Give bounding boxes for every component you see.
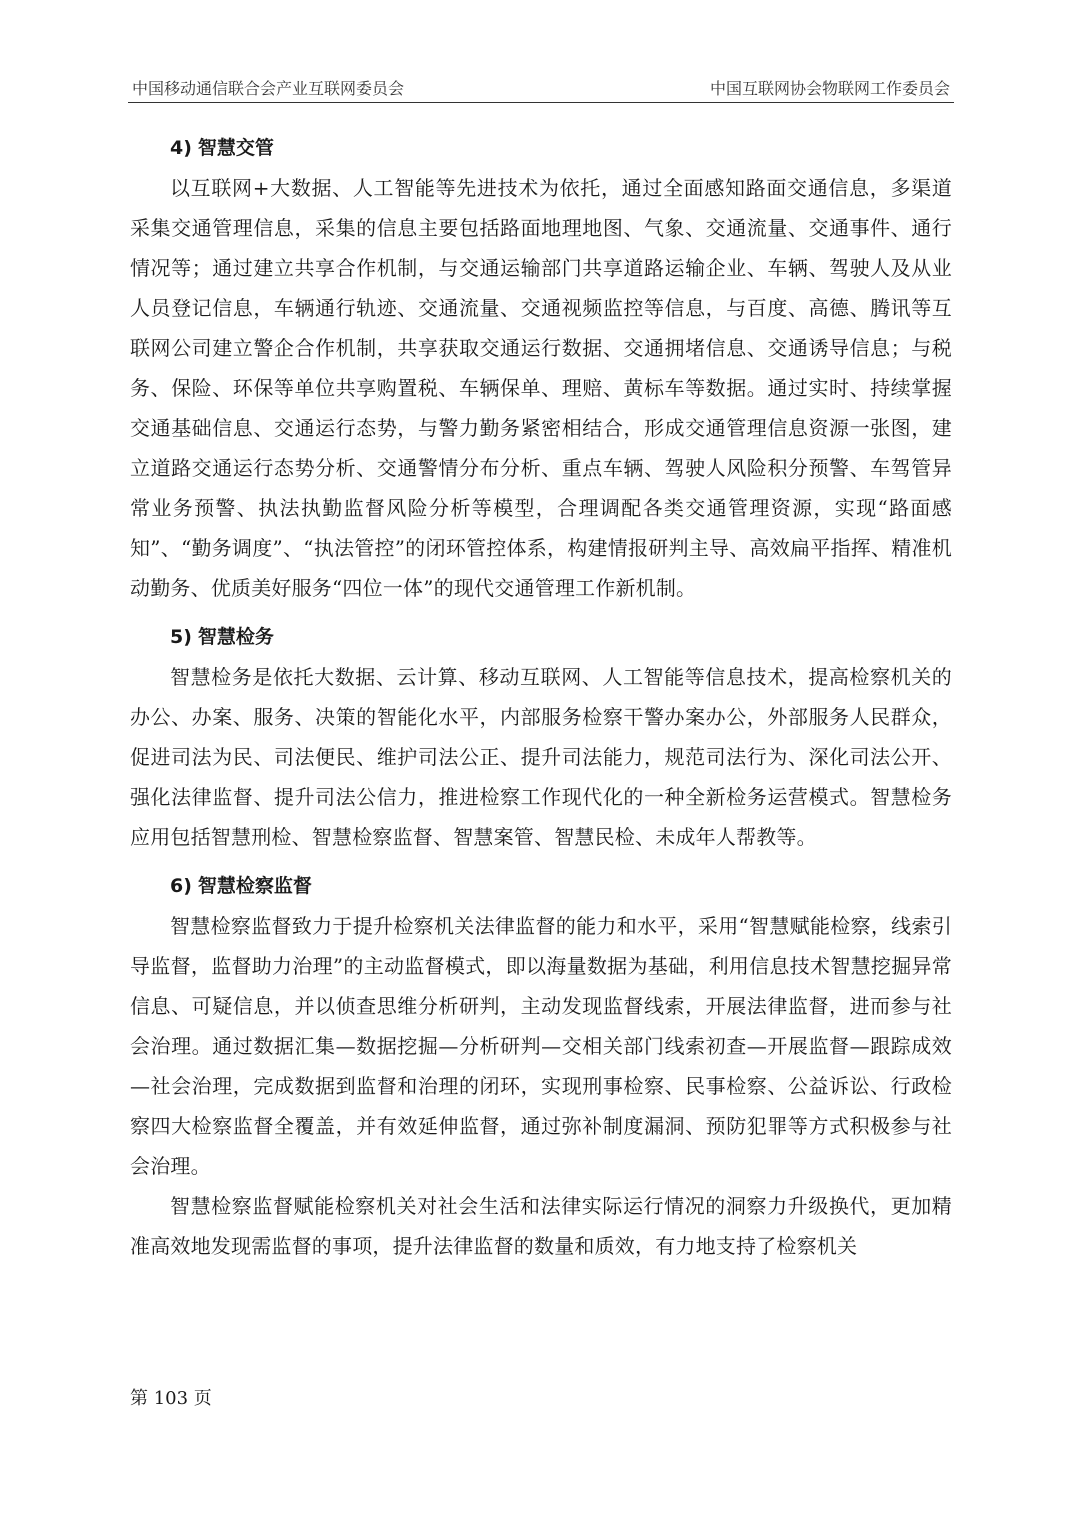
section-number: 4) [170, 137, 192, 159]
header-right-org: 中国互联网协会物联网工作委员会 [709, 79, 950, 98]
section-heading [130, 866, 952, 906]
section-heading [130, 617, 952, 657]
section-number: 5) [170, 626, 192, 648]
paragraph: 智慧检察监督致力于提升检察机关法律监督的能力和水平，采用“智慧赋能检察，线索引导监督，监督助力治理”的主动监督模式，即以海量数据为基础，利用信息技术智慧挖掘异常信息、可疑信息，并以侦查思维分析研判，主动发现监督线索，开展法律监督，进而参与社会治理。通过数据汇集—数据挖掘—分析研判—交相关部门线索初查—开展监督—跟踪成效—社会治理，完成数据到监督和治理的闭环，实现刑事检察、民事检察、公益诉讼、行政检察四大检察监督全覆盖，并有效延伸监督，通过弥补制度漏洞、预防犯罪等方式积极参与社会治理。 [130, 914, 952, 1178]
document-body [130, 128, 952, 1275]
paragraph: 智慧检务是依托大数据、云计算、移动互联网、人工智能等信息技术，提高检察机关的办公、办案、服务、决策的智能化水平，内部服务检察干警办案办公，外部服务人民群众，促进司法为民、司法便民、维护司法公正、提升司法能力，规范司法行为、深化司法公开、强化法律监督、提升司法公信力，推进检察工作现代化的一种全新检务运营模式。智慧检务应用包括智慧刑检、智慧检察监督、智慧案管、智慧民检、未成年人帮教等。 [130, 665, 952, 849]
section-smart-traffic [130, 128, 952, 608]
section-title: 智慧检务 [197, 626, 274, 648]
header-left-org: 中国移动通信联合会产业互联网委员会 [132, 79, 405, 98]
section-smart-procuratorate [130, 617, 952, 857]
section-title: 智慧交管 [197, 137, 274, 159]
section-number: 6) [170, 875, 192, 897]
paragraph: 以互联网+大数据、人工智能等先进技术为依托，通过全面感知路面交通信息，多渠道采集交通管理信息，采集的信息主要包括路面地理地图、气象、交通流量、交通事件、通行情况等；通过建立共享合作机制，与交通运输部门共享道路运输企业、车辆、驾驶人及从业人员登记信息，车辆通行轨迹、交通流量、交通视频监控等信息，与百度、高德、腾讯等互联网公司建立警企合作机制，共享获取交通运行数据、交通拥堵信息、交通诱导信息；与税务、保险、环保等单位共享购置税、车辆保单、理赔、黄标车等数据。通过实时、持续掌握交通基础信息、交通运行态势，与警力勤务紧密相结合，形成交通管理信息资源一张图，建立道路交通运行态势分析、交通警情分布分析、重点车辆、驾驶人风险积分预警、车驾管异常业务预警、执法执勤监督风险分析等模型，合理调配各类交通管理资源，实现“路面感知”、“勤务调度”、“执法管控”的闭环管控体系，构建情报研判主导、高效扁平指挥、精准机动勤务、优质美好服务“四位一体”的现代交通管理工作新机制。 [130, 176, 952, 600]
paragraph: 智慧检察监督赋能检察机关对社会生活和法律实际运行情况的洞察力升级换代，更加精准高效地发现需监督的事项，提升法律监督的数量和质效，有力地支持了检察机关 [130, 1194, 952, 1258]
section-heading [130, 128, 952, 168]
page-number: 第 103 页 [130, 1388, 212, 1409]
page-header [128, 72, 954, 103]
section-title: 智慧检察监督 [197, 875, 312, 897]
section-smart-supervision [130, 866, 952, 1266]
